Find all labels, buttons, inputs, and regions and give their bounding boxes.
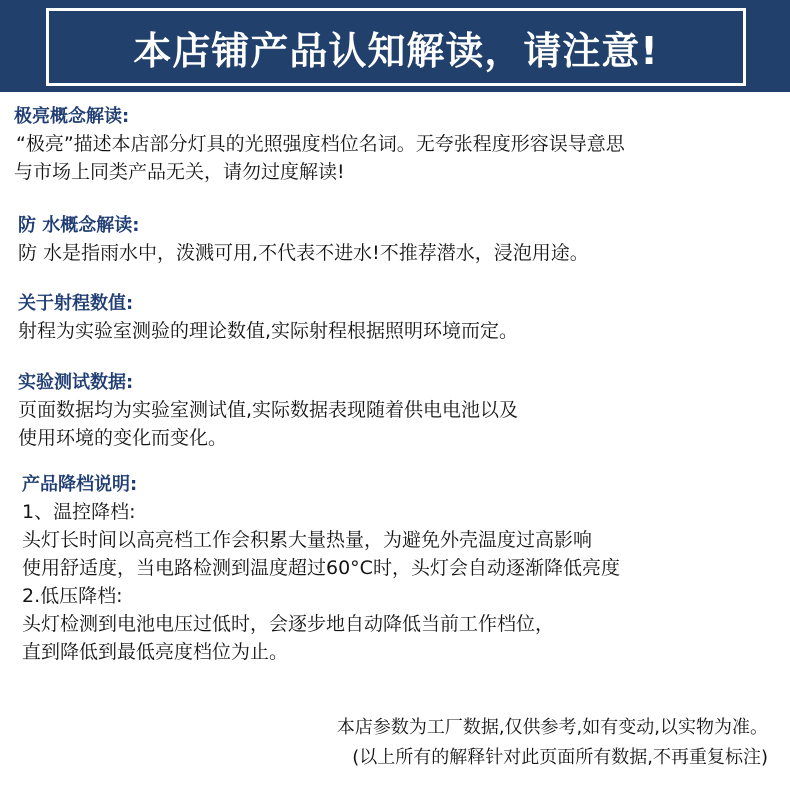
section-text-line: 直到降低到最低亮度档位为止。: [22, 641, 289, 663]
header-banner: [0, 0, 790, 92]
banner-frame: [46, 8, 746, 86]
section-waterproof-concept: [0, 213, 790, 267]
section-text-line: 页面数据均为实验室测试值,实际数据表现随着供电电池以及: [18, 399, 519, 421]
section-heading: 实验测试数据:: [18, 372, 134, 393]
section-heading: 极亮概念解读:: [14, 106, 130, 127]
section-text-line: “极亮”描述本店部分灯具的光照强度档位名词。无夸张程度形容误导意思: [16, 133, 625, 155]
section-text-line: 头灯检测到电池电压过低时，会逐步地自动降低当前工作档位，: [22, 613, 555, 635]
section-heading: 产品降档说明:: [22, 474, 138, 495]
section-heading: 防 水概念解读:: [18, 215, 140, 236]
section-text-line: 1、温控降档:: [22, 501, 136, 523]
section-text-line: 防 水是指雨水中，泼溅可用,不代表不进水!不推荐潜水，浸泡用途。: [18, 242, 589, 264]
section-text-line: 使用环境的变化而变化。: [18, 427, 228, 449]
footer-note: [168, 713, 768, 773]
section-text-line: 与市场上同类产品无关，请勿过度解读!: [14, 161, 345, 183]
section-bright-concept: [0, 104, 790, 186]
section-test-data: [0, 370, 790, 452]
section-downshift-explanation: [0, 472, 790, 666]
footer-line: 本店参数为工厂数据,仅供参考,如有变动,以实物为准。: [336, 717, 768, 738]
section-text-line: 头灯长时间以高亮档工作会积累大量热量，为避免外壳温度过高影响: [22, 529, 593, 551]
section-text-line: 射程为实验室测验的理论数值,实际射程根据照明环境而定。: [18, 320, 519, 342]
section-text-line: 使用舒适度，当电路检测到温度超过60°C时，头灯会自动逐渐降低亮度: [22, 557, 620, 579]
section-text-line: 2.低压降档:: [22, 585, 123, 607]
footer-line: (以上所有的解释针对此页面所有数据,不再重复标注): [352, 747, 768, 768]
section-range-value: [0, 291, 790, 345]
page-title: 本店铺产品认知解读，请注意!: [133, 28, 659, 73]
section-heading: 关于射程数值:: [18, 293, 134, 314]
